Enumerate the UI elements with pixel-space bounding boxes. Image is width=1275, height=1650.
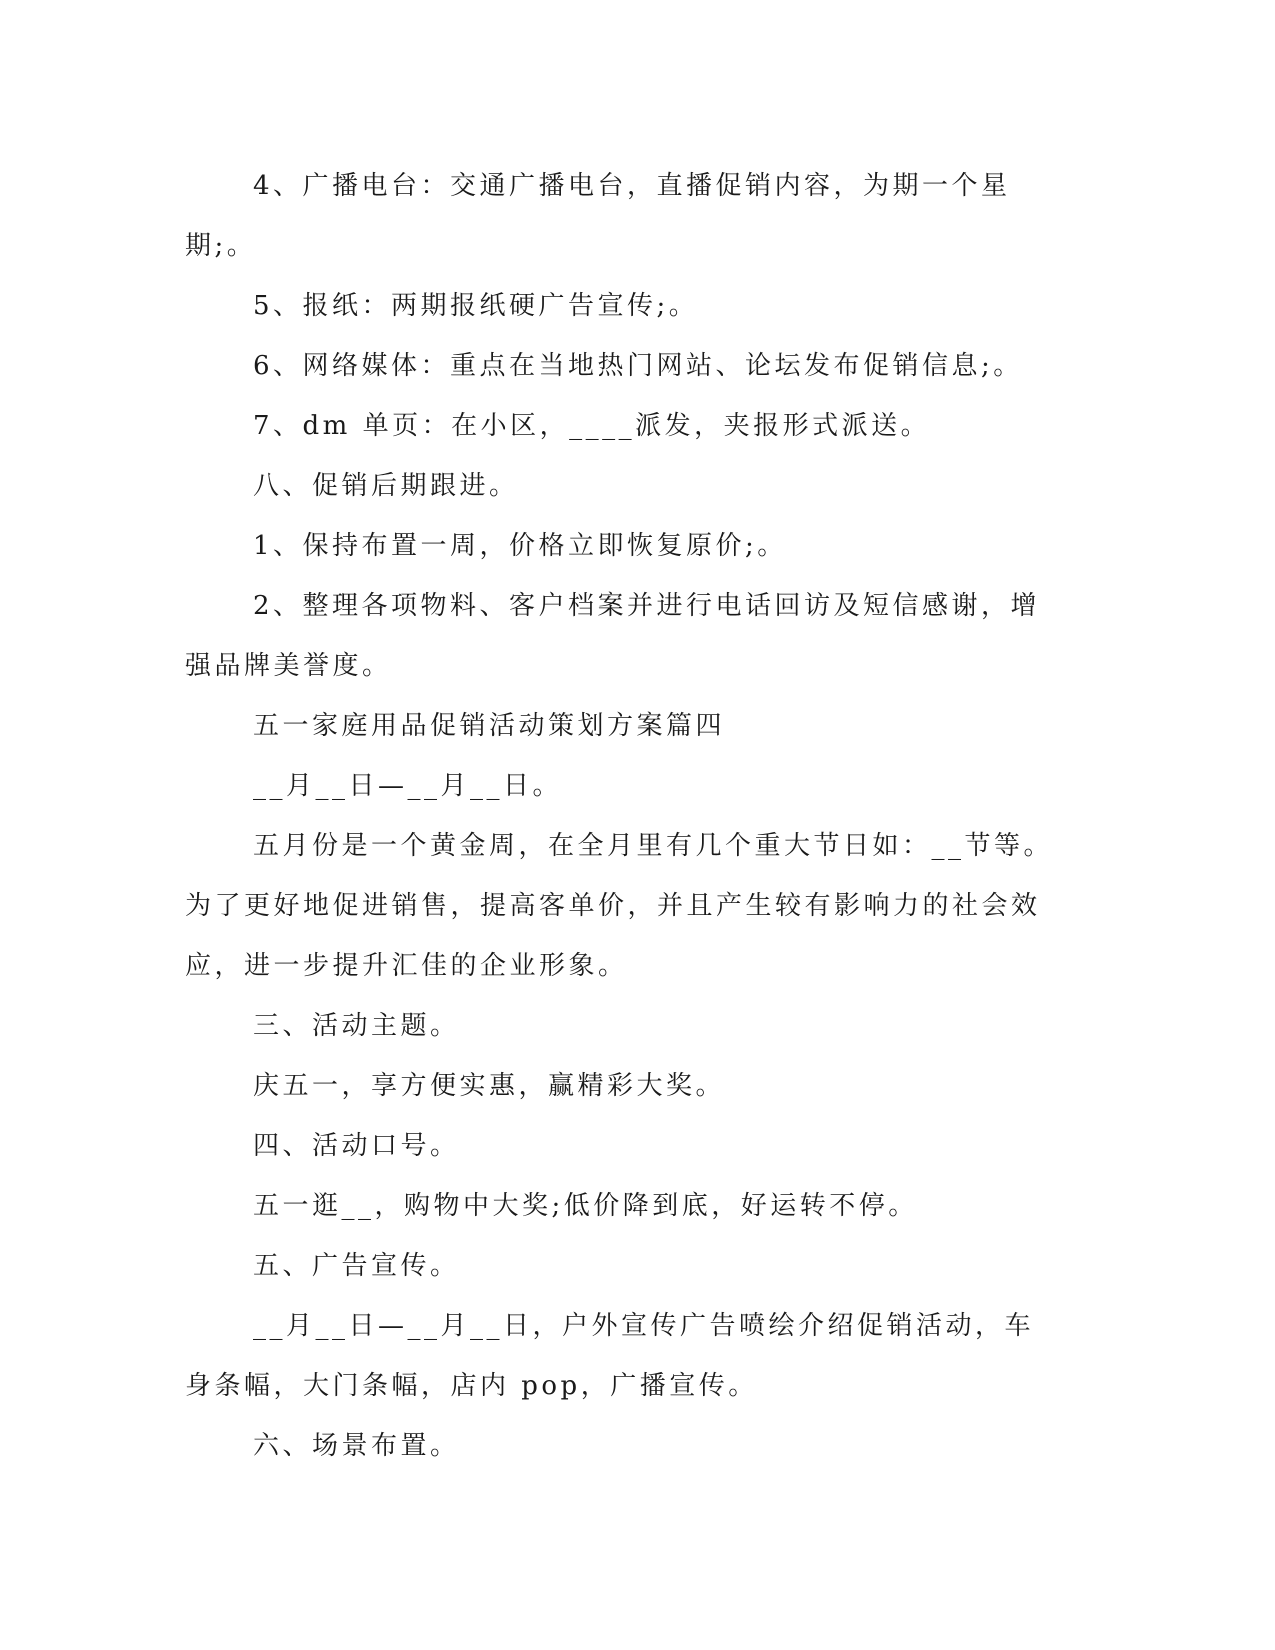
section-heading-slogan: 四、活动口号。 bbox=[253, 1131, 460, 1161]
paragraph-radio-ad: 4、广播电台：交通广播电台，直播促销内容，为期一个星期;。 bbox=[185, 171, 1011, 261]
article-title-part-four: 五一家庭用品促销活动策划方案篇四 bbox=[253, 711, 726, 741]
paragraph-online-media: 6、网络媒体：重点在当地热门网站、论坛发布促销信息;。 bbox=[253, 351, 1023, 381]
paragraph-advertising: __月__日—__月__日，户外宣传广告喷绘介绍促销活动，车身条幅，大门条幅，店内 pop，广播宣传。 bbox=[185, 1311, 1035, 1401]
paragraph-newspaper-ad: 5、报纸：两期报纸硬广告宣传;。 bbox=[253, 291, 699, 321]
section-heading-follow-up: 八、促销后期跟进。 bbox=[253, 471, 519, 501]
paragraph-dm-flyer: 7、dm 单页：在小区，____派发，夹报形式派送。 bbox=[253, 411, 931, 441]
paragraph-keep-layout: 1、保持布置一周，价格立即恢复原价;。 bbox=[253, 531, 787, 561]
section-heading-advertising: 五、广告宣传。 bbox=[253, 1251, 460, 1281]
section-heading-scene-setup: 六、场景布置。 bbox=[253, 1431, 460, 1461]
section-heading-theme: 三、活动主题。 bbox=[253, 1011, 460, 1041]
paragraph-customer-followup: 2、整理各项物料、客户档案并进行电话回访及短信感谢，增强品牌美誉度。 bbox=[185, 591, 1041, 681]
paragraph-background: 五月份是一个黄金周，在全月里有几个重大节日如：__节等。为了更好地促进销售，提高客单价，并且产生较有影响力的社会效应，进一步提升汇佳的企业形象。 bbox=[185, 831, 1054, 981]
paragraph-theme: 庆五一，享方便实惠，赢精彩大奖。 bbox=[253, 1071, 726, 1101]
document-body bbox=[185, 156, 1055, 1476]
paragraph-slogan: 五一逛__，购物中大奖;低价降到底，好运转不停。 bbox=[253, 1191, 918, 1221]
paragraph-date-range: __月__日—__月__日。 bbox=[253, 771, 563, 801]
